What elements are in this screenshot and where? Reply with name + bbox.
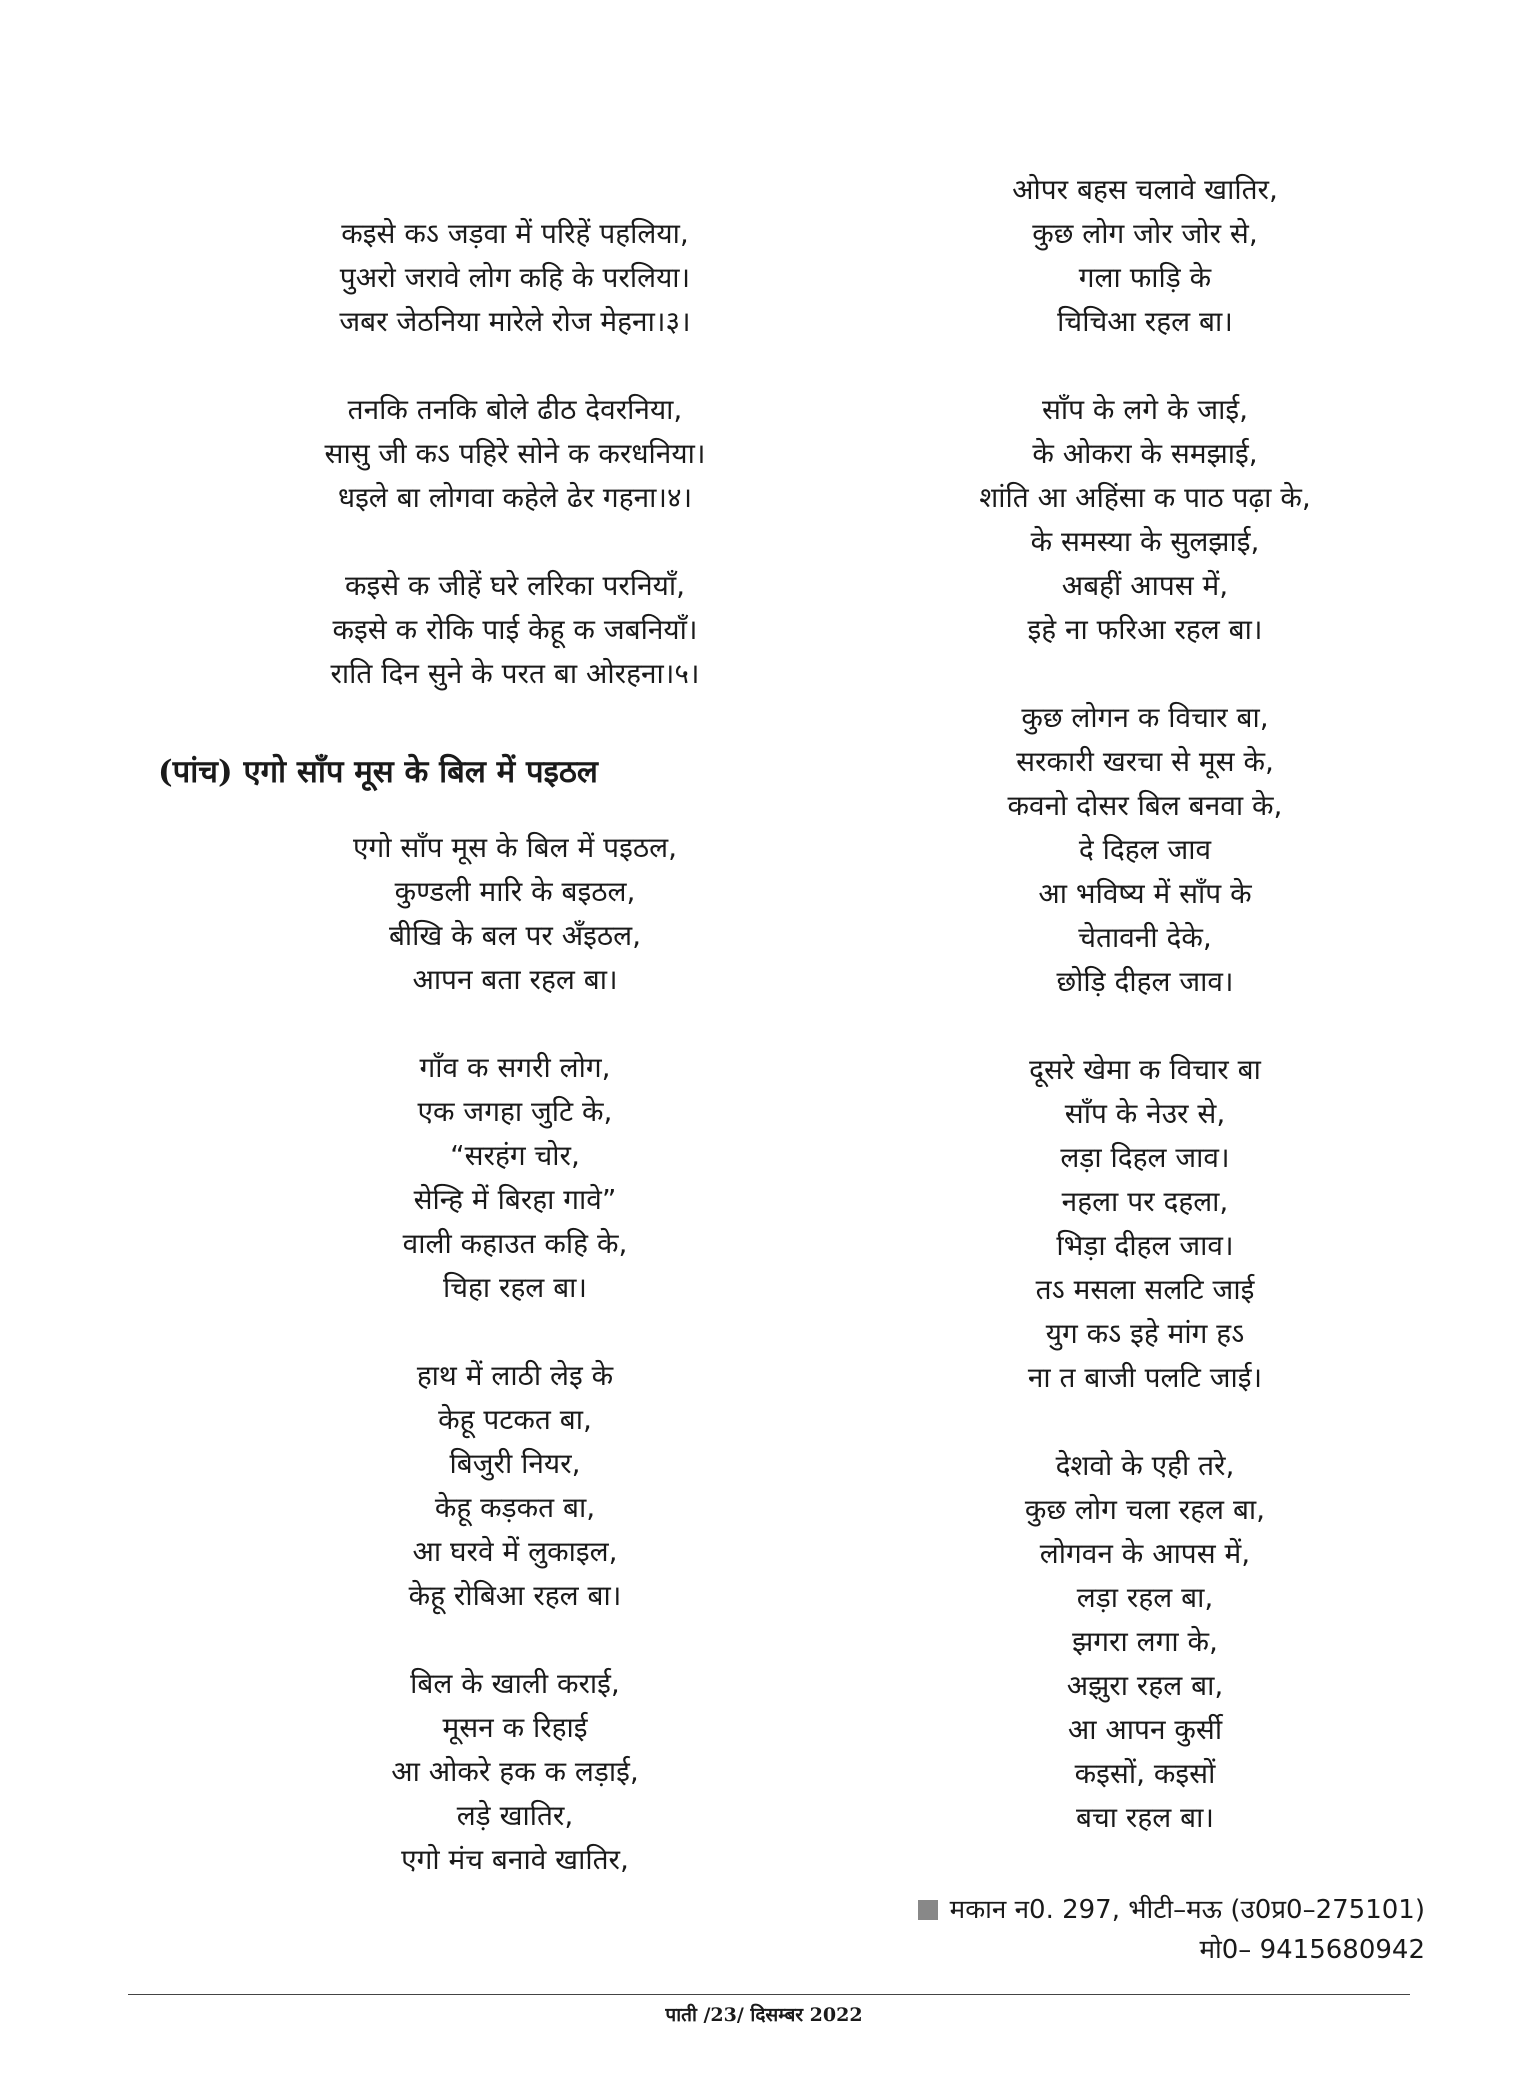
square-bullet-icon [918,1900,938,1920]
author-address [855,1890,1425,1970]
verse-line: इहे ना फरिआ रहल बा। [1027,613,1263,646]
verse-line: बीखि के बल पर अँइठल, [388,919,642,952]
verse-line: देशवो के एही तरे, [1055,1449,1235,1482]
right-column [870,168,1420,1884]
verse-line: लड़ा रहल बा, [1076,1581,1214,1614]
verse-line: लड़े खातिर, [456,1799,574,1832]
verse-line: आपन बता रहल बा। [412,963,618,996]
address-line [855,1890,1425,1930]
verse-line: “सरहंग चोर, [450,1139,580,1172]
verse-line: साँप के नेउर से, [1064,1097,1226,1130]
verse-line: एगो मंच बनावे खातिर, [401,1843,629,1876]
verse-line: आ ओकरे हक क लड़ाई, [391,1755,639,1788]
verse-line: एगो साँप मूस के बिल में पइठल, [353,831,677,864]
verse-line: भिड़ा दीहल जाव। [1056,1229,1234,1262]
verse-line: शांति आ अहिंसा क पाठ पढ़ा के, [979,481,1311,514]
verse-line: दूसरे खेमा क विचार बा [1029,1053,1261,1086]
verse-line: लड़ा दिहल जाव। [1060,1141,1230,1174]
verse-line: तऽ मसला सलटि जाई [1035,1273,1255,1306]
verse-line: चिचिआ रहल बा। [1057,305,1233,338]
stanza [160,826,870,1002]
verse-line: कइसों, कइसों [1074,1757,1216,1790]
verse-line: धइले बा लोगवा कहेले ढेर गहना।४। [337,481,693,514]
verse-line: अझुरा रहल बा, [1066,1669,1224,1702]
stanza [160,1662,870,1882]
verse-line: कुछ लोग जोर जोर से, [1032,217,1258,250]
verse-line: बिल के खाली कराई, [410,1667,620,1700]
verse-line: गला फाड़ि के [1078,261,1212,294]
address-text: मकान न0. 297, भीटी–मऊ (उ0प्र0–275101) [949,1895,1425,1925]
footer-rule [128,1994,1410,1995]
verse-line: दे दिहल जाव [1078,833,1212,866]
verse-line: साँप के लगे के जाई, [1041,393,1249,426]
stanza [870,696,1420,1004]
verse-line: के समस्या के सुलझाई, [1030,525,1260,558]
verse-line: जबर जेठनिया मारेले रोज मेहना।३। [339,305,691,338]
verse-line: कुण्डली मारि के बइठल, [394,875,636,908]
verse-line: वाली कहाउत कहि के, [402,1227,628,1260]
stanza [870,1048,1420,1400]
verse-line: तनकि तनकि बोले ढीठ देवरनिया, [347,393,683,426]
verse-line: कुछ लोग चला रहल बा, [1024,1493,1266,1526]
verse-line: झगरा लगा के, [1072,1625,1218,1658]
verse-line: कइसे क रोकि पाई केहू क जबनियाँ। [332,613,698,646]
verse-line: राति दिन सुने के परत बा ओरहना।५। [330,657,700,690]
verse-line: के ओकरा के समझाई, [1032,437,1258,470]
left-column [160,212,870,1926]
verse-line: कुछ लोगन क विचार बा, [1021,701,1269,734]
poem-five-body [160,826,870,1882]
poem-five-heading: (पांच) एगो साँप मूस के बिल में पइठल [158,754,598,790]
verse-line: एक जगहा जुटि के, [417,1095,613,1128]
verse-line: ना त बाजी पलटि जाई। [1027,1361,1263,1394]
verse-line: सरकारी खरचा से मूस के, [1016,745,1274,778]
verse-line: आ आपन कुर्सी [1067,1713,1223,1746]
verse-line: बिजुरी नियर, [449,1447,581,1480]
mobile-line: मो0– 9415680942 [1199,1935,1425,1965]
verse-line: आ घरवे में लुकाइल, [412,1535,618,1568]
stanza [870,168,1420,344]
poem-four-continuation [160,212,870,696]
verse-line: हाथ में लाठी लेइ के [416,1359,614,1392]
stanza [160,212,870,344]
verse-line: सासु जी कऽ पहिरे सोने क करधनिया। [324,437,706,470]
verse-line: चेतावनी देके, [1078,921,1212,954]
verse-line: मूसन क रिहाई [442,1711,588,1744]
verse-line: चिहा रहल बा। [442,1271,588,1304]
stanza [160,564,870,696]
verse-line: बचा रहल बा। [1076,1801,1214,1834]
verse-line: कइसे कऽ जड़वा में परिहें पहलिया, [341,217,689,250]
verse-line: सेन्हि में बिरहा गावे” [413,1183,617,1216]
stanza [160,388,870,520]
verse-line: केहू रोबिआ रहल बा। [408,1579,622,1612]
verse-line: ओपर बहस चलावे खातिर, [1012,173,1278,206]
verse-line: गाँव क सगरी लोग, [419,1051,611,1084]
verse-line: कवनो दोसर बिल बनवा के, [1007,789,1283,822]
verse-line: छोड़ि दीहल जाव। [1056,965,1234,998]
verse-line: लोगवन के आपस में, [1039,1537,1251,1570]
stanza [870,388,1420,652]
page-footer: पाती /23/ दिसम्बर 2022 [665,2004,863,2026]
verse-line: अबहीं आपस में, [1061,569,1229,602]
verse-line: आ भविष्य में साँप के [1038,877,1252,910]
verse-line: पुअरो जरावे लोग कहि के परलिया। [339,261,691,294]
verse-line: कइसे क जीहें घरे लरिका परनियाँ, [344,569,686,602]
stanza [160,1354,870,1618]
verse-line: केहू पटकत बा, [438,1403,592,1436]
stanza [870,1444,1420,1840]
verse-line: नहला पर दहला, [1061,1185,1229,1218]
stanza [160,1046,870,1310]
verse-line: युग कऽ इहे मांग हऽ [1045,1317,1245,1350]
verse-line: केहू कड़कत बा, [434,1491,596,1524]
